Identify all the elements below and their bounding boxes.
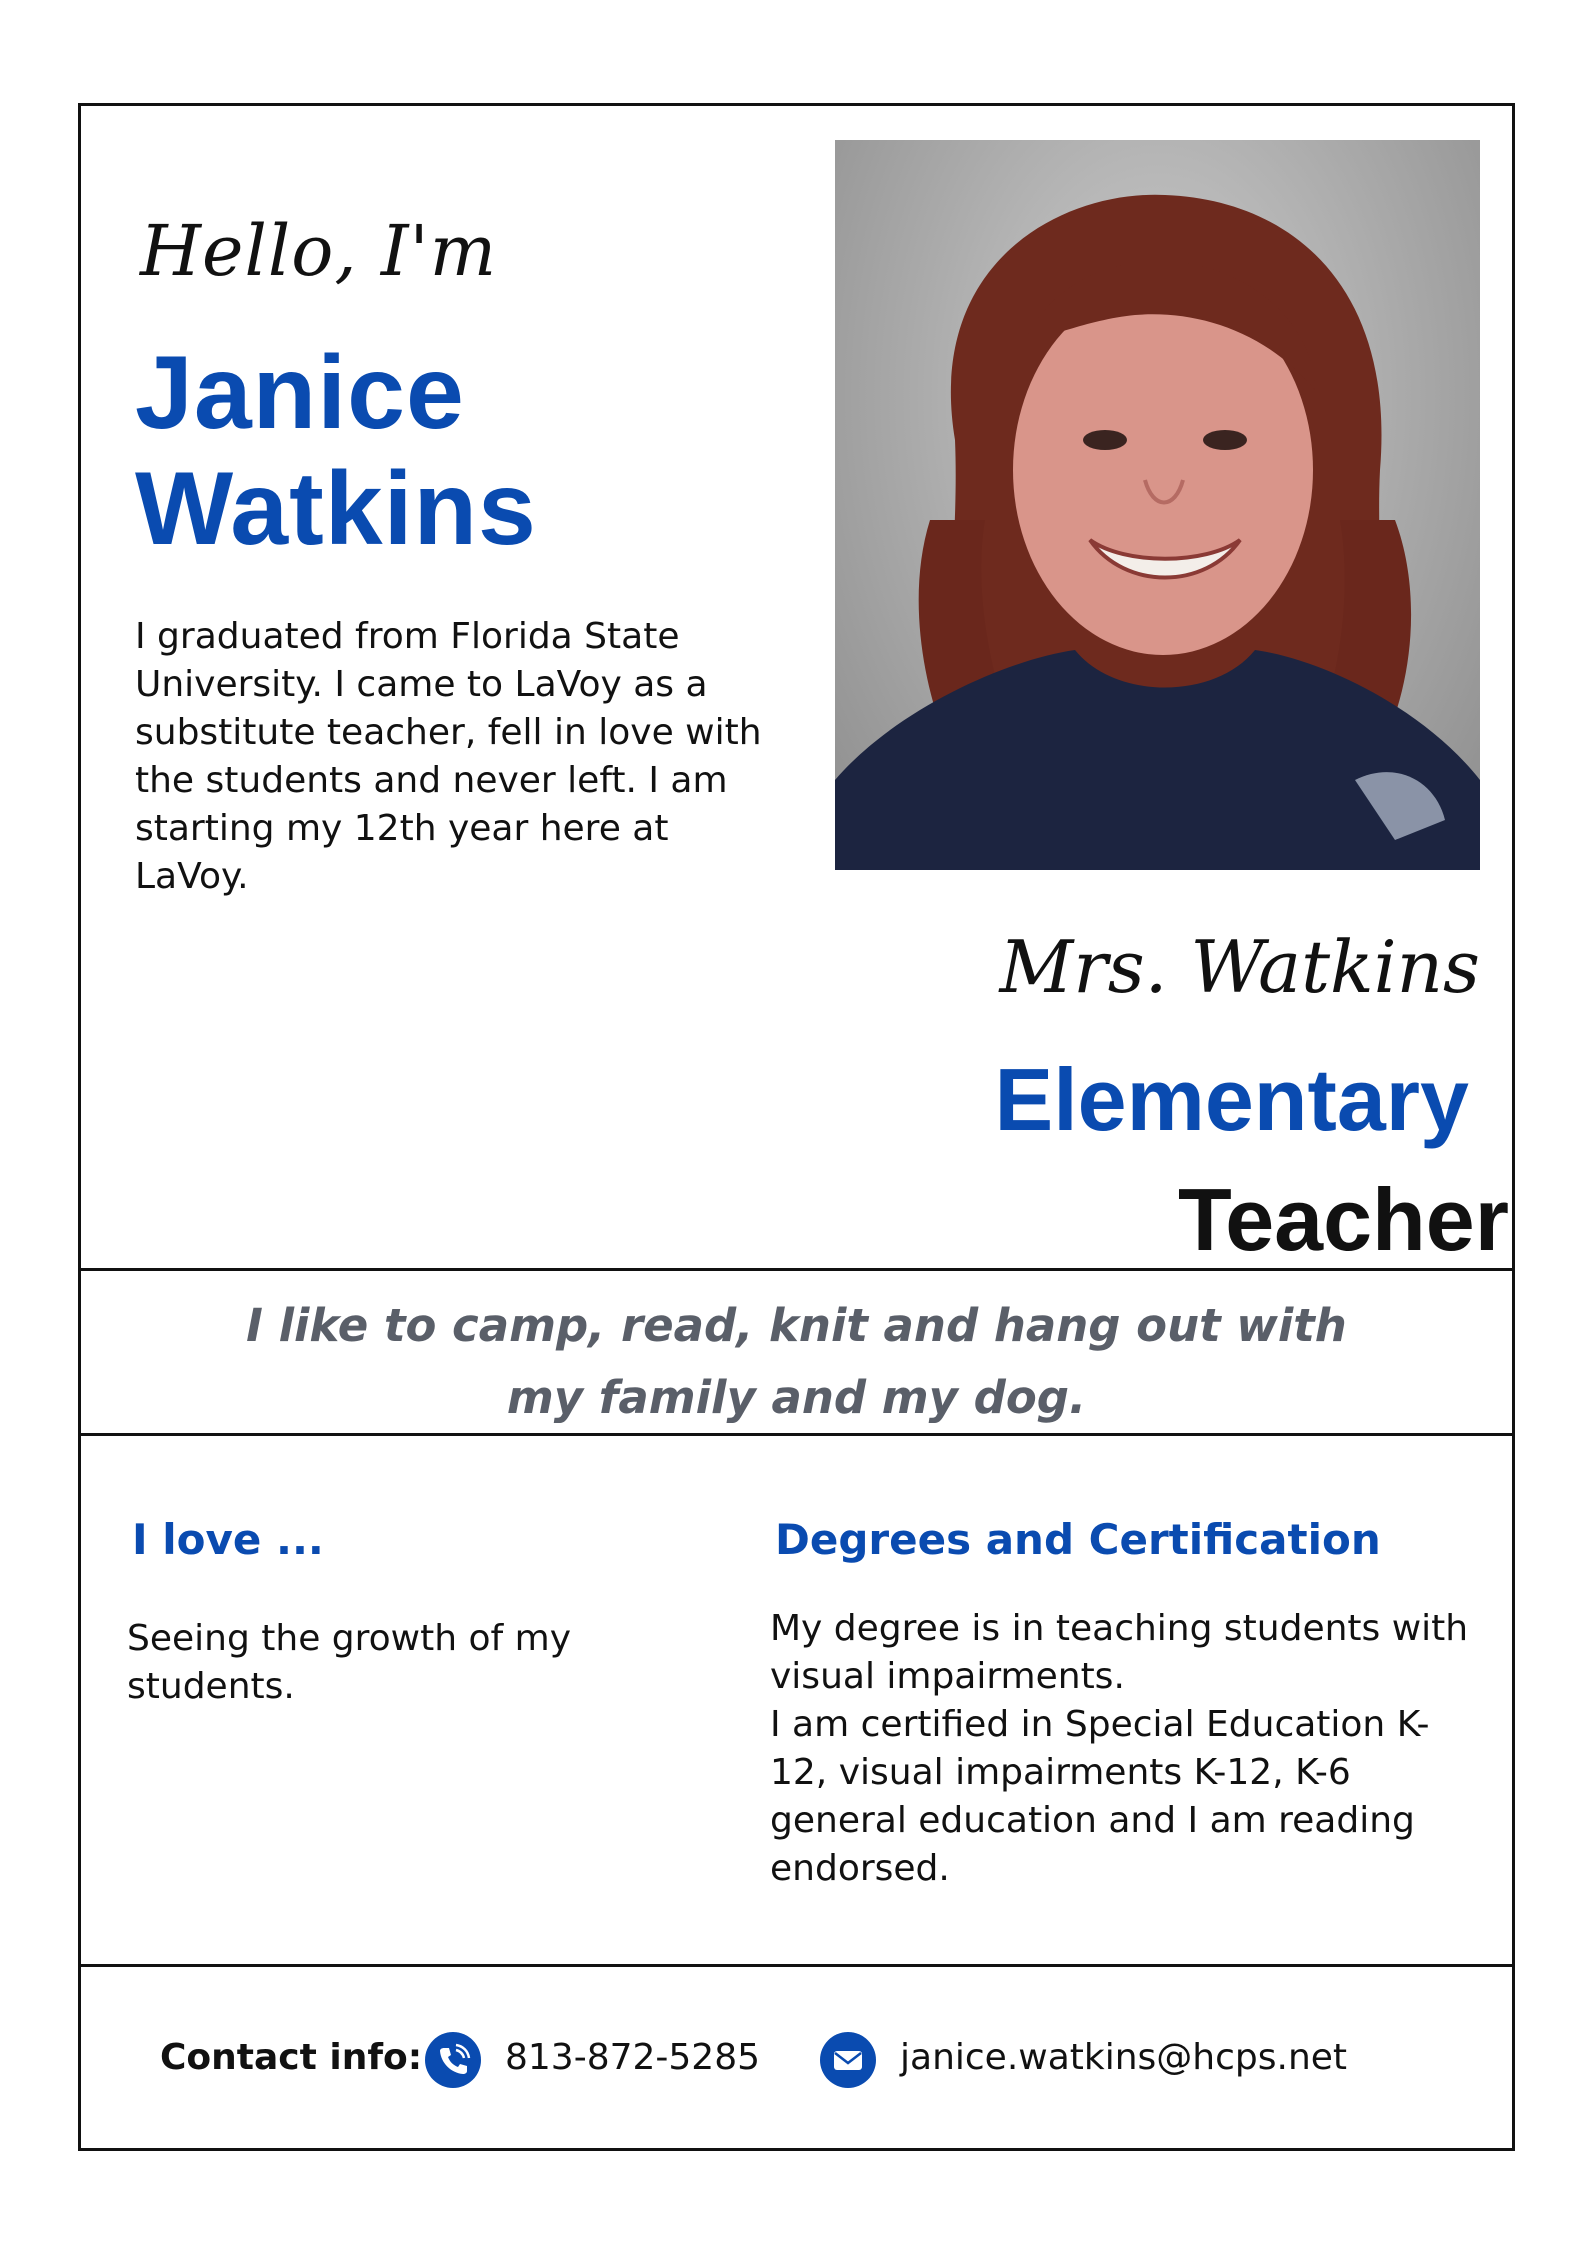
- degrees-heading: Degrees and Certification: [775, 1515, 1381, 1564]
- contact-label: Contact info:: [160, 2037, 423, 2078]
- love-text: Seeing the growth of my students.: [127, 1618, 572, 1707]
- bio-text: I graduated from Florida State University. I came to LaVoy as a substitute teacher, fell in love with the students and never left. I am starting my 12th year here at LaVoy.: [135, 616, 762, 897]
- email-address[interactable]: janice.watkins@hcps.net: [900, 2037, 1348, 2078]
- last-name: Watkins: [135, 451, 537, 567]
- role-title: [709, 1040, 1509, 1280]
- hobbies-line-2: my family and my dog.: [506, 1371, 1087, 1424]
- portrait-photo: [835, 140, 1480, 870]
- degrees-text: [770, 1605, 1480, 1893]
- degrees-text-1: My degree is in teaching students with visual impairments.: [770, 1608, 1469, 1697]
- divider-bottom: [78, 1964, 1515, 1967]
- nickname: Mrs. Watkins: [999, 925, 1480, 1009]
- role-line-1: Elementary: [994, 1050, 1469, 1149]
- hobbies-line-1: I like to camp, read, knit and hang out with: [246, 1299, 1347, 1352]
- greeting: Hello, I'm: [140, 210, 498, 292]
- mail-icon: [820, 2032, 876, 2088]
- teacher-name: [135, 335, 537, 567]
- love-heading: I love ...: [132, 1515, 324, 1564]
- first-name: Janice: [135, 335, 465, 451]
- phone-icon: [425, 2032, 481, 2088]
- hobbies-banner: [78, 1290, 1515, 1434]
- phone-number[interactable]: 813-872-5285: [505, 2037, 761, 2078]
- degrees-text-2: I am certified in Special Education K-12, visual impairments K-12, K-6 general education and I am reading endorsed.: [770, 1704, 1430, 1889]
- role-line-2: Teacher: [1178, 1170, 1509, 1269]
